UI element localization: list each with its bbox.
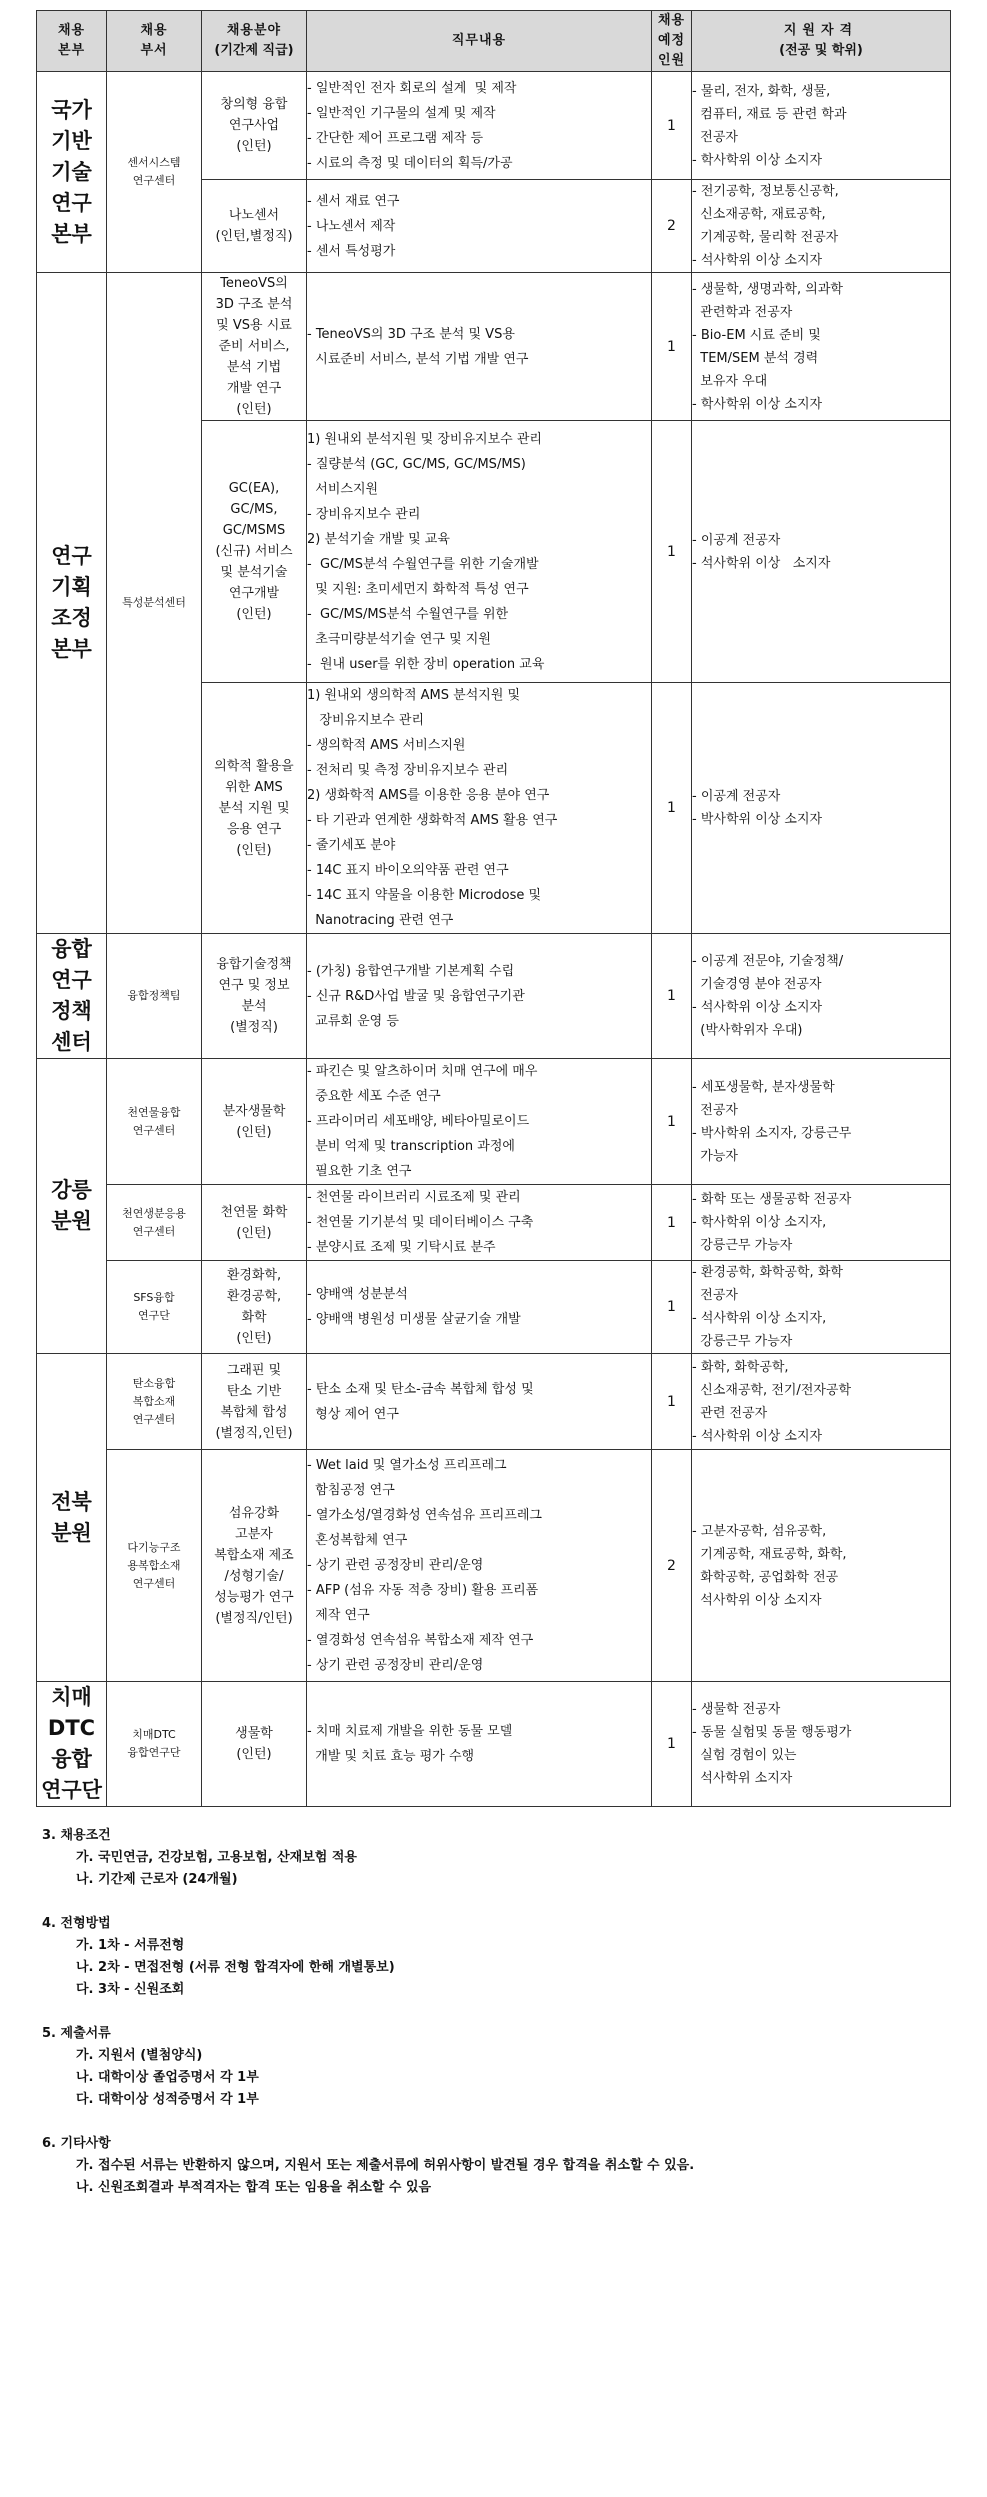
duty-line: - 상기 관련 공정장비 관리/운영: [307, 1558, 484, 1573]
duty-line: - 신규 R&D사업 발굴 및 융합연구기관 교류회 운영 등: [307, 988, 525, 1029]
duty-cell: [307, 421, 652, 683]
duty-cell: [307, 934, 652, 1059]
duty-line: - 양배액 병원성 미생물 살균기술 개발: [307, 1312, 521, 1327]
duty-line: 1) 원내외 생의학적 AMS 분석지원 및 장비유지보수 관리: [307, 688, 521, 728]
field-cell: [202, 180, 307, 273]
qual-cell: [692, 1261, 951, 1354]
notice-section: [42, 2133, 950, 2199]
count-cell: 1: [652, 273, 692, 421]
qual-line: - 화학 또는 생물공학 전공자: [692, 1192, 852, 1207]
table-row: [37, 1261, 951, 1354]
field-name: 분자생물학 (인턴): [222, 1103, 286, 1140]
dept-cell: [107, 72, 202, 273]
duty-line: - 천연물 라이브러리 시료조제 및 관리: [307, 1190, 521, 1205]
field-name: 천연물 화학 (인턴): [220, 1204, 288, 1241]
count-cell: 1: [652, 72, 692, 180]
dept-name: 탄소융합 복합소재 연구센터: [132, 1376, 176, 1426]
dept-name: 융합정책팀: [127, 989, 181, 1002]
duty-line: - 원내 user를 위한 장비 operation 교육: [307, 656, 545, 672]
duty-line: - 질량분석 (GC, GC/MS, GC/MS/MS) 서비스지원: [307, 456, 526, 497]
qual-line: - 동물 실험및 동물 행동평가 실험 경험이 있는 석사학위 소지자: [692, 1725, 852, 1786]
duty-line: - 분양시료 조제 및 기탁시료 분주: [307, 1240, 496, 1255]
field-name: 환경화학, 환경공학, 화학 (인턴): [226, 1268, 282, 1346]
hq-cell: [37, 1059, 107, 1354]
qual-line: - 박사학위 이상 소지자: [692, 812, 823, 827]
hq-name: 강릉 분원: [51, 1178, 92, 1233]
dept-cell: [107, 1059, 202, 1185]
duty-cell: [307, 273, 652, 421]
qual-line: - 고분자공학, 섬유공학, 기계공학, 재료공학, 화학, 화학공학, 공업화학 전공 석사학위 이상 소지자: [692, 1523, 847, 1608]
count-cell: 1: [652, 1261, 692, 1354]
field-name: 섬유강화 고분자 복합소재 제조 /성형기술/ 성능평가 연구 (별정직/인턴): [214, 1505, 294, 1626]
field-cell: [202, 1261, 307, 1354]
duty-line: - 센서 재료 연구: [307, 193, 400, 209]
section-heading: 3. 채용조건: [42, 1828, 111, 1843]
qual-cell: [692, 683, 951, 934]
qual-line: - 전기공학, 정보통신공학, 신소재공학, 재료공학, 기계공학, 물리학 전공자: [692, 184, 839, 245]
duty-line: - 센서 특성평가: [307, 243, 396, 259]
duty-line: - TeneoVS의 3D 구조 분석 및 VS용 시료준비 서비스, 분석 기법 개발 연구: [307, 326, 529, 367]
qual-line: - 이공계 전문야, 기술정책/ 기술경영 분야 전공자: [692, 954, 844, 992]
duty-cell: [307, 1354, 652, 1450]
count-cell: 1: [652, 1185, 692, 1261]
duty-cell: [307, 1059, 652, 1185]
field-cell: [202, 72, 307, 180]
qual-line: - 학사학위 이상 소지자, 강릉근무 가능자: [692, 1215, 827, 1253]
section-item: 나. 대학이상 졸업증명서 각 1부: [76, 2070, 259, 2085]
qual-line: - 박사학위 소지자, 강릉근무 가능자: [692, 1125, 852, 1164]
dept-cell: [107, 1261, 202, 1354]
duty-line: - 일반적인 전자 회로의 설계 및 제작: [307, 80, 517, 96]
qual-cell: [692, 934, 951, 1059]
duty-line: - 양배액 성분분석: [307, 1287, 408, 1302]
duty-line: - GC/MS분석 수월연구를 위한 기술개발 및 지원: 초미세먼지 화학적 특성 연구: [307, 556, 539, 597]
qual-cell: [692, 1059, 951, 1185]
dept-name: 센서시스템 연구센터: [127, 156, 181, 187]
qual-line: - 세포생물학, 분자생물학 전공자: [692, 1079, 835, 1118]
qual-cell: [692, 1450, 951, 1682]
duty-cell: [307, 683, 652, 934]
field-name: 생물학 (인턴): [235, 1726, 273, 1762]
duty-line: - 전처리 및 측정 장비유지보수 관리: [307, 763, 509, 778]
duty-line: - 간단한 제어 프로그램 제작 등: [307, 130, 484, 146]
qual-cell: [692, 421, 951, 683]
qual-line: - 생물학, 생명과학, 의과학 관련학과 전공자: [692, 281, 843, 320]
duty-line: - 줄기세포 분야: [307, 838, 396, 853]
field-name: 창의형 융합 연구사업 (인턴): [220, 97, 288, 154]
section-item: 나. 기간제 근로자 (24개월): [76, 1872, 238, 1887]
field-cell: [202, 1059, 307, 1185]
count-cell: 1: [652, 1354, 692, 1450]
dept-name: 특성분석센터: [122, 596, 186, 609]
dept-name: 치매DTC 융합연구단: [127, 1728, 181, 1759]
qual-line: - 석사학위 이상 소지자: [692, 555, 831, 571]
duty-line: 1) 원내외 분석지원 및 장비유지보수 관리: [307, 431, 542, 447]
qual-cell: [692, 1185, 951, 1261]
qual-line: - 화학, 화학공학, 신소재공학, 전기/전자공학 관련 전공자: [692, 1359, 852, 1421]
qual-cell: [692, 72, 951, 180]
hq-cell: [37, 1682, 107, 1807]
field-cell: [202, 1354, 307, 1450]
duty-line: - 나노센서 제작: [307, 218, 396, 234]
section-item: 가. 접수된 서류는 반환하지 않으며, 지원서 또는 제출서류에 허위사항이 발견될 경우 합격을 취소할 수 있음.: [76, 2158, 695, 2173]
count-cell: 1: [652, 421, 692, 683]
table-header-row: [37, 11, 951, 72]
header-dept: 채용 부서: [107, 11, 202, 72]
qual-line: - 물리, 전자, 화학, 생물, 컴퓨터, 재료 등 관련 학과 전공자: [692, 83, 847, 145]
section-item: 가. 1차 - 서류전형: [76, 1938, 185, 1953]
qual-line: - 환경공학, 화학공학, 화학 전공자: [692, 1265, 843, 1303]
notice-section: [42, 1913, 950, 2001]
duty-cell: [307, 1682, 652, 1807]
duty-cell: [307, 1261, 652, 1354]
hq-cell: [37, 934, 107, 1059]
notice-section: [42, 2023, 950, 2111]
count-cell: 1: [652, 934, 692, 1059]
dept-name: 천연생분응용 연구센터: [122, 1206, 186, 1238]
table-row: [37, 273, 951, 421]
header-count: 채용 예정 인원: [652, 11, 692, 72]
duty-line: - 열가소성/열경화성 연속섬유 프리프레그 혼성복합체 연구: [307, 1508, 542, 1548]
qual-line: - 석사학위 이상 소지자, 강릉근무 가능자: [692, 1311, 827, 1349]
duty-line: - GC/MS/MS분석 수월연구를 위한 초극미량분석기술 연구 및 지원: [307, 606, 509, 647]
field-name: 의학적 활용을 위한 AMS 분석 지원 및 응용 연구 (인턴): [214, 758, 294, 858]
duty-line: - AFP (섬유 자동 적층 장비) 활용 프리폼 제작 연구: [307, 1583, 539, 1623]
qual-cell: [692, 180, 951, 273]
dept-cell: [107, 1450, 202, 1682]
duty-line: 2) 분석기술 개발 및 교육: [307, 531, 450, 547]
table-row: [37, 1682, 951, 1807]
field-name: TeneoVS의 3D 구조 분석 및 VS용 시료 준비 서비스, 분석 기법 개발 연구 (인턴): [215, 276, 293, 417]
section-heading: 4. 전형방법: [42, 1916, 111, 1931]
dept-cell: [107, 934, 202, 1059]
header-field: 채용분야 (기간제 직급): [202, 11, 307, 72]
duty-line: - 타 기관과 연계한 생화학적 AMS 활용 연구: [307, 813, 558, 828]
field-name: 융합기술정책 연구 및 정보 분석 (별정직): [216, 957, 292, 1035]
qual-line: - 이공계 전공자: [692, 789, 781, 804]
field-name: 그래핀 및 탄소 기반 복합체 합성 (별정직,인턴): [215, 1362, 293, 1441]
table-row: [37, 1059, 951, 1185]
section-item: 나. 2차 - 면접전형 (서류 전형 합격자에 한해 개별통보): [76, 1960, 395, 1975]
qual-line: - 석사학위 이상 소지자: [692, 1428, 823, 1444]
field-cell: [202, 1682, 307, 1807]
field-cell: [202, 273, 307, 421]
count-cell: 1: [652, 1682, 692, 1807]
dept-cell: [107, 1185, 202, 1261]
qual-line: - 이공계 전공자: [692, 532, 781, 548]
section-item: 가. 국민연금, 건강보험, 고용보험, 산재보험 적용: [76, 1850, 357, 1865]
field-name: GC(EA), GC/MS, GC/MSMS (신규) 서비스 및 분석기술 연구개발 (인턴): [215, 481, 293, 622]
duty-line: - 파킨슨 및 알츠하이머 치매 연구에 매우 중요한 세포 수준 연구: [307, 1064, 538, 1104]
count-cell: 2: [652, 1450, 692, 1682]
duty-line: - 시료의 측정 및 데이터의 획득/가공: [307, 155, 513, 171]
hq-name: 치매 DTC 융합 연구단: [41, 1685, 102, 1802]
header-qual: 지원자격 (전공 및 학위): [692, 11, 951, 72]
table-row: [37, 72, 951, 180]
dept-name: SFS융합 연구단: [133, 1291, 175, 1322]
count-cell: 1: [652, 1059, 692, 1185]
duty-line: - 프라이머리 세포배양, 베타아밀로이드 분비 억제 및 transcription 과정에 필요한 기초 연구: [307, 1114, 530, 1179]
section-item: 가. 지원서 (별첨양식): [76, 2048, 203, 2063]
count-cell: 2: [652, 180, 692, 273]
qual-line: - Bio-EM 시료 준비 및 TEM/SEM 분석 경력 보유자 우대: [692, 327, 821, 389]
dept-cell: [107, 1682, 202, 1807]
header-hq: 채용 본부: [37, 11, 107, 72]
qual-line: - 석사학위 이상 소지자: [692, 253, 823, 268]
section-heading: 5. 제출서류: [42, 2026, 111, 2041]
section-item: 나. 신원조회결과 부적격자는 합격 또는 임용을 취소할 수 있음: [76, 2180, 432, 2195]
field-cell: [202, 934, 307, 1059]
duty-line: - 치매 치료제 개발을 위한 동물 모델 개발 및 치료 효능 평가 수행: [307, 1724, 513, 1764]
duty-cell: [307, 72, 652, 180]
section-item: 다. 3차 - 신원조회: [76, 1982, 185, 1997]
duty-line: - 14C 표지 바이오의약품 관련 연구: [307, 863, 509, 878]
table-row: [37, 1450, 951, 1682]
hq-name: 국가 기반 기술 연구 본부: [51, 97, 92, 246]
duty-line: - 생의학적 AMS 서비스지원: [307, 738, 466, 753]
count-cell: 1: [652, 683, 692, 934]
dept-name: 다기능구조 용복합소재 연구센터: [127, 1540, 181, 1590]
table-row: [37, 934, 951, 1059]
notice-section: [42, 1825, 950, 1891]
duty-cell: [307, 1450, 652, 1682]
qual-line: - 학사학위 이상 소지자: [692, 152, 823, 168]
qual-cell: [692, 1682, 951, 1807]
duty-line: - (가칭) 융합연구개발 기본계획 수립: [307, 963, 515, 979]
duty-line: - 일반적인 기구물의 설계 및 제작: [307, 105, 496, 121]
notice-sections: [36, 1825, 950, 2199]
section-item: 다. 대학이상 성적증명서 각 1부: [76, 2092, 259, 2107]
hq-name: 연구 기획 조정 본부: [51, 544, 92, 661]
field-cell: [202, 1185, 307, 1261]
field-cell: [202, 1450, 307, 1682]
duty-line: 2) 생화학적 AMS를 이용한 응용 분야 연구: [307, 788, 550, 803]
hq-name: 융합 연구 정책 센터: [51, 937, 92, 1054]
qual-line: - 석사학위 이상 소지자 (박사학위자 우대): [692, 1000, 823, 1038]
qual-cell: [692, 273, 951, 421]
field-cell: [202, 683, 307, 934]
recruitment-table: [36, 10, 951, 1807]
table-row: [37, 1185, 951, 1261]
qual-line: - 학사학위 이상 소지자: [692, 396, 823, 412]
duty-line: - 천연물 기기분석 및 데이터베이스 구축: [307, 1215, 534, 1230]
duty-line: - Wet laid 및 열가소성 프리프레그 함침공정 연구: [307, 1458, 507, 1498]
duty-cell: [307, 180, 652, 273]
duty-cell: [307, 1185, 652, 1261]
dept-name: 천연물융합 연구센터: [127, 1105, 181, 1137]
dept-cell: [107, 273, 202, 934]
duty-line: - 열경화성 연속섬유 복합소재 제작 연구: [307, 1633, 534, 1648]
hq-cell: [37, 72, 107, 273]
qual-cell: [692, 1354, 951, 1450]
hq-cell: [37, 273, 107, 934]
section-heading: 6. 기타사항: [42, 2136, 111, 2151]
dept-cell: [107, 1354, 202, 1450]
qual-line: - 생물학 전공자: [692, 1702, 781, 1717]
field-name: 나노센서 (인턴,별정직): [215, 208, 293, 244]
hq-name: 전북 분원: [51, 1489, 92, 1545]
duty-line: - 탄소 소재 및 탄소-금속 복합체 합성 및 형상 제어 연구: [307, 1381, 534, 1422]
table-row: [37, 1354, 951, 1450]
duty-line: - 14C 표지 약물을 이용한 Microdose 및 Nanotracing 관련 연구: [307, 888, 542, 928]
duty-line: - 장비유지보수 관리: [307, 506, 421, 522]
page-content: [36, 10, 950, 2199]
field-cell: [202, 421, 307, 683]
header-duty: 직무내용: [307, 11, 652, 72]
hq-cell: [37, 1354, 107, 1682]
duty-line: - 상기 관련 공정장비 관리/운영: [307, 1658, 484, 1673]
